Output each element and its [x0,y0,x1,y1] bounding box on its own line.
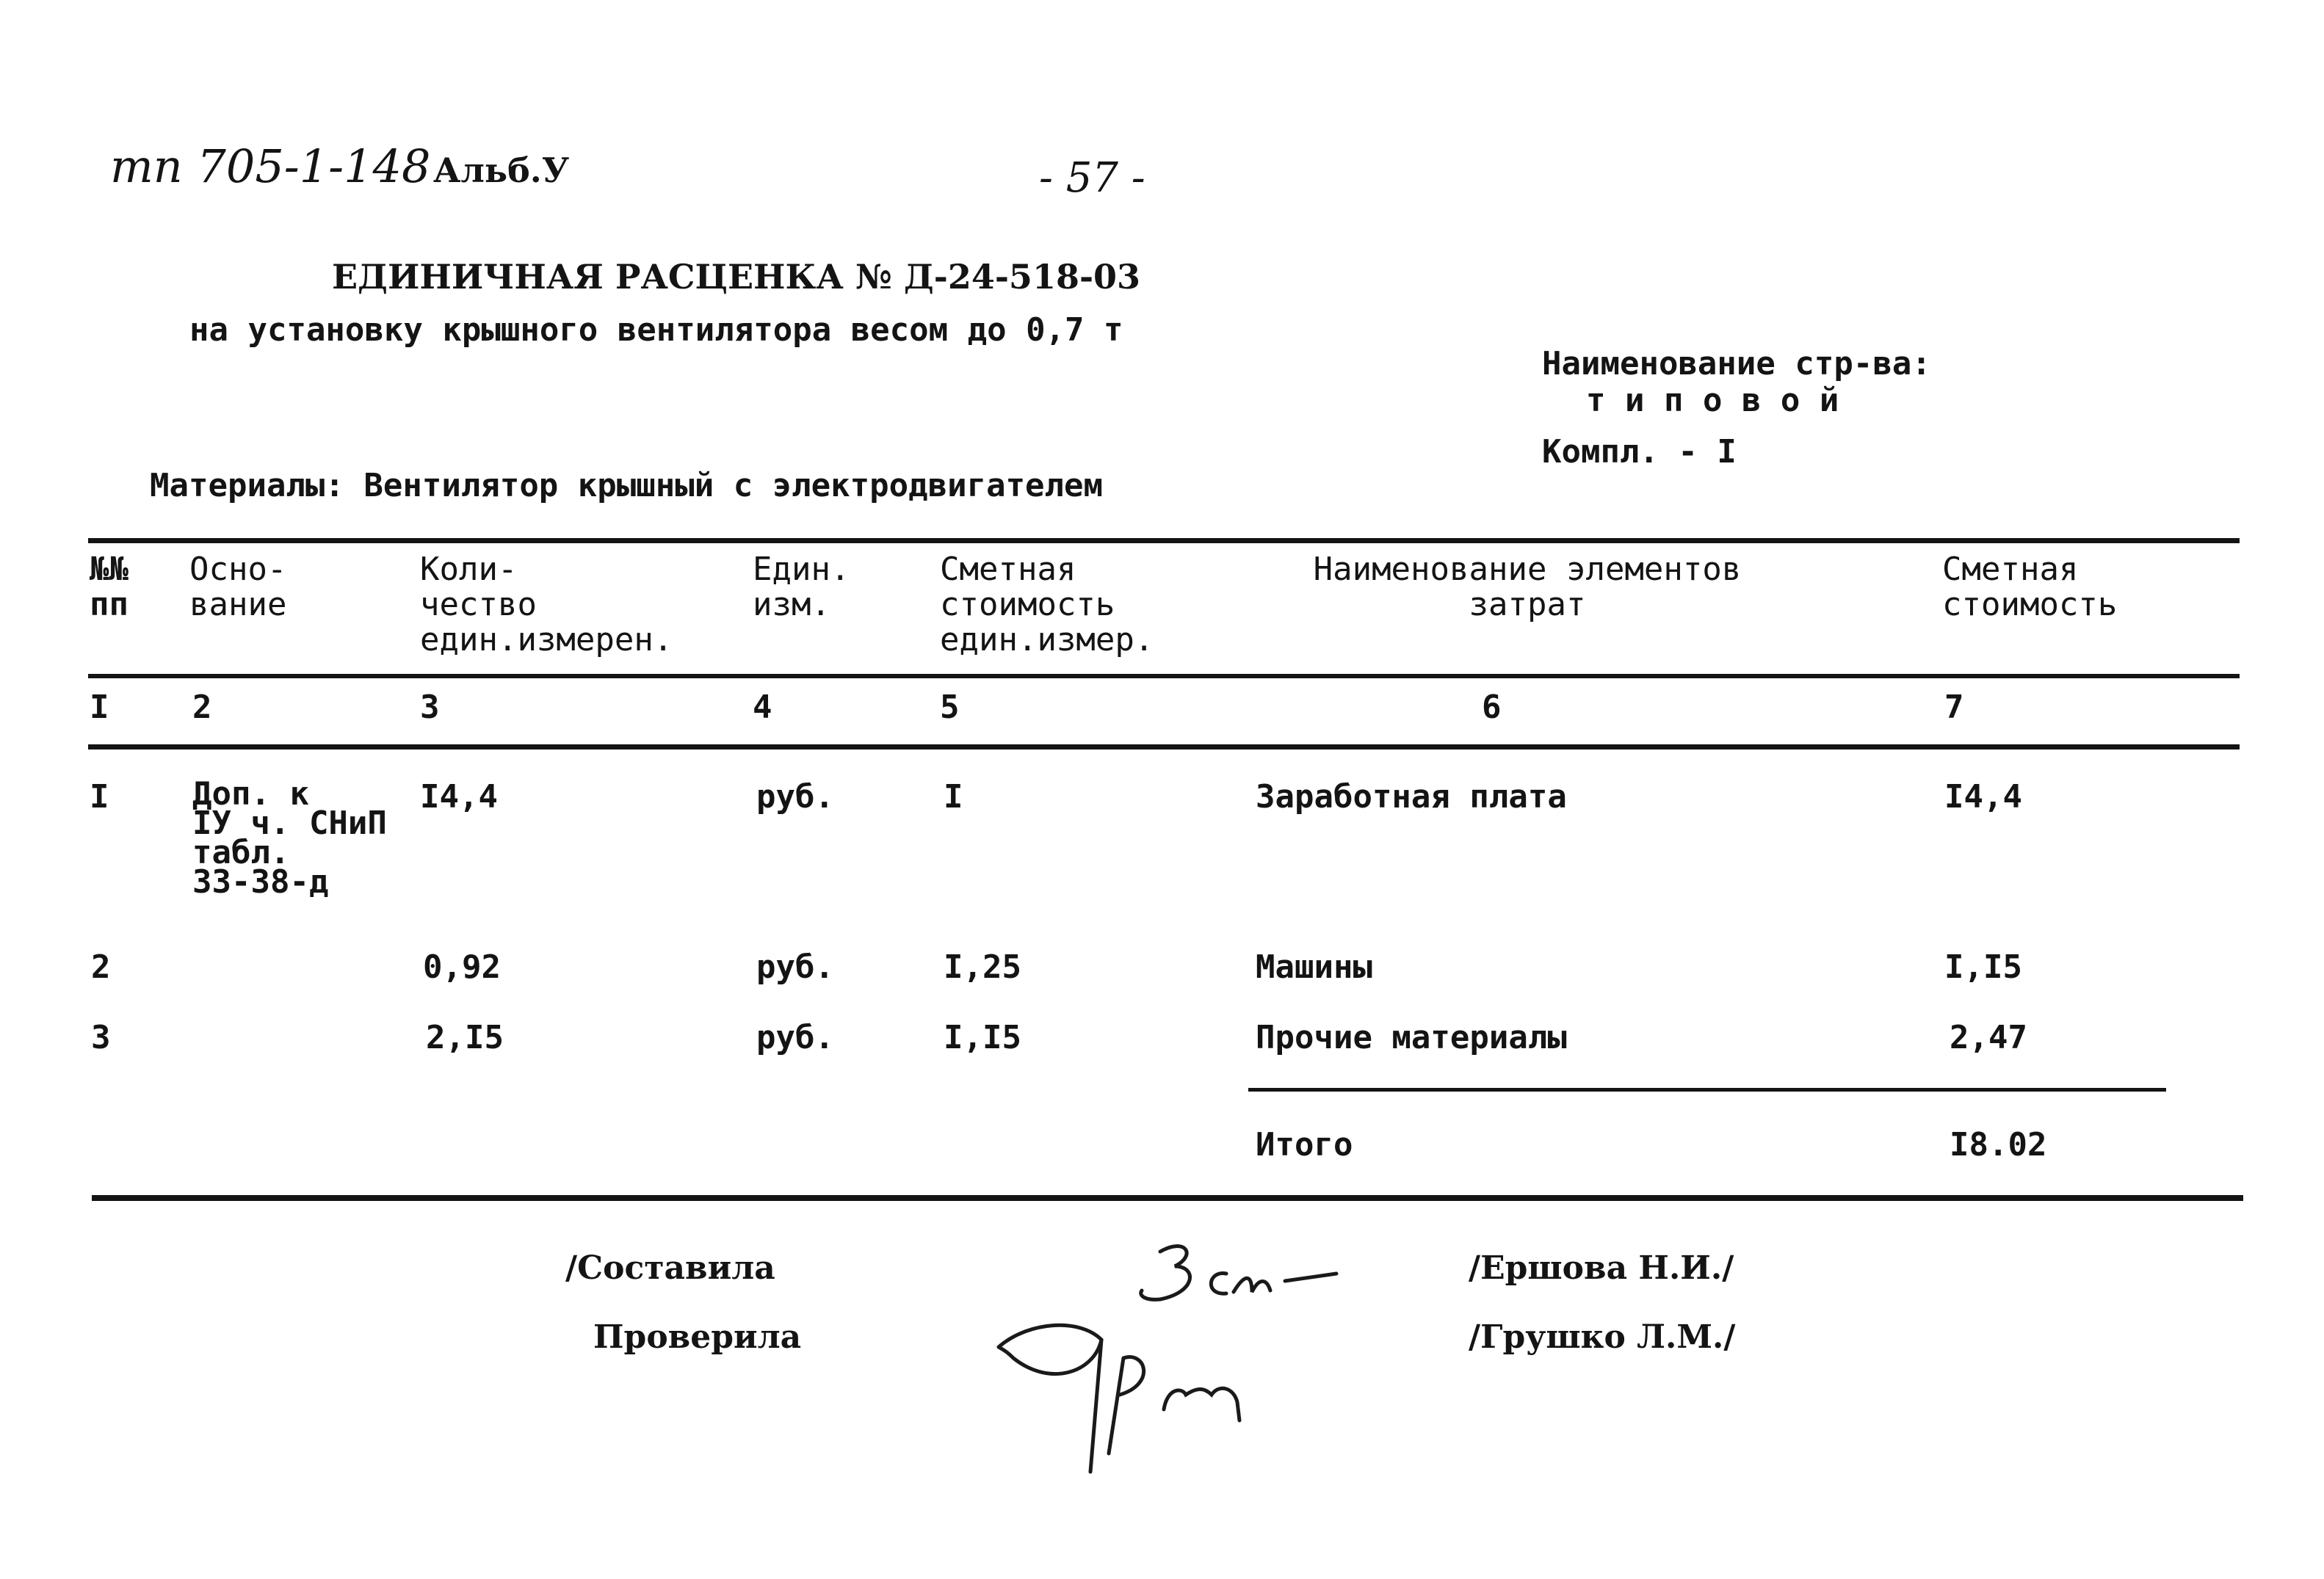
basis-line: табл. [192,834,290,871]
header-row-number: №№ пп [90,551,128,623]
document-subtitle: на установку крышного вентилятора весом до 0,7 т [189,311,1123,349]
kit-number: Компл. - I [1542,433,1737,471]
checked-by-label: Проверила [593,1318,802,1356]
header-cost-element: Наименование элементов затрат [1313,551,1742,623]
row-number: 2 [91,948,111,986]
header-unit: Един. изм. [753,551,850,623]
row-unit-cost: I,I5 [944,1019,1021,1056]
page-number: - 57 - [1039,154,1145,202]
header-bottom-rule [88,674,2240,678]
basis-line: Доп. к [192,775,309,813]
row-unit-cost: I,25 [944,948,1021,986]
row-unit-cost: I [944,778,963,816]
row-unit: руб. [756,778,834,816]
column-number: 6 [1482,689,1502,726]
column-number: I [90,689,109,726]
construction-type: т и п о в о й [1586,382,1839,419]
column-number-rule [88,744,2240,749]
column-number: 4 [753,689,772,726]
header-quantity: Коли- чество един.измерен. [420,551,673,658]
document-code: тп 705-1-148 [110,139,431,193]
column-number: 3 [420,689,440,726]
header-unit-cost: Сметная стоимость един.измер. [940,551,1154,658]
total-label: Итого [1256,1126,1353,1164]
row-cost: I,I5 [1944,948,2022,986]
row-number: 3 [91,1019,111,1056]
header-basis: Осно- вание [189,551,287,623]
column-number: 2 [192,689,212,726]
document-title: ЕДИНИЧНАЯ РАСЦЕНКА № Д-24-518-03 [332,257,1141,297]
total-value: I8.02 [1950,1126,2047,1164]
row-unit: руб. [756,1019,834,1056]
construction-label: Наименование стр-ва: [1542,345,1931,382]
row-cost: I4,4 [1944,778,2022,816]
basis-line: IУ ч. СНиП [192,805,387,842]
compiled-by-label: /Составила [565,1249,775,1287]
row-unit: руб. [756,948,834,986]
header-total-cost: Сметная стоимость [1942,551,2118,623]
compiled-by-name: /Ершова Н.И./ [1469,1249,1734,1287]
signature-compiled [1116,1233,1351,1314]
materials-line: Материалы: Вентилятор крышный с электродвигателем [150,467,1104,504]
signature-checked [984,1314,1292,1483]
row-cost-element: Машины [1256,948,1372,986]
table-top-rule [88,538,2240,543]
row-quantity: I4,4 [420,778,498,816]
total-rule [1248,1088,2166,1092]
album-number: Альб.У [433,150,570,190]
basis-line: 33-38-д [192,863,329,901]
column-number: 5 [940,689,960,726]
checked-by-name: /Грушко Л.М./ [1469,1318,1736,1356]
row-number: I [90,778,109,816]
row-cost: 2,47 [1950,1019,2027,1056]
table-bottom-rule [92,1195,2243,1201]
row-cost-element: Заработная плата [1256,778,1567,816]
row-quantity: 2,I5 [426,1019,504,1056]
column-number: 7 [1944,689,1964,726]
row-cost-element: Прочие материалы [1256,1019,1567,1056]
row-basis [192,775,387,901]
row-quantity: 0,92 [423,948,501,986]
